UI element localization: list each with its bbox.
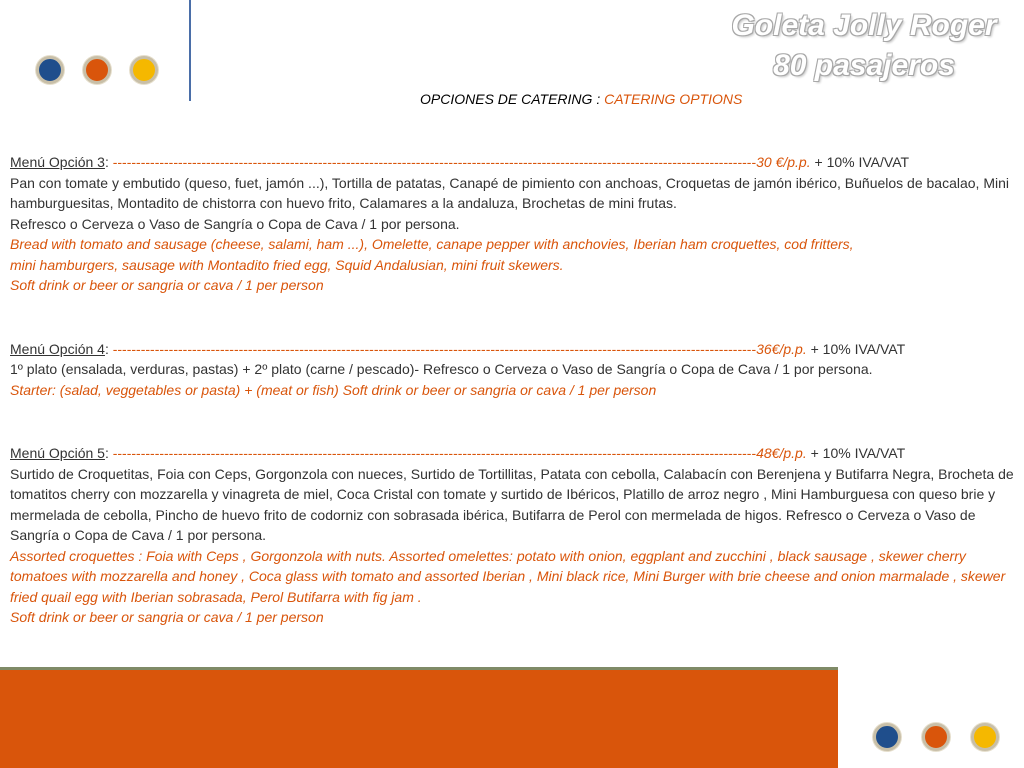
menu-option-4 <box>10 339 1018 401</box>
menu-option-3 <box>10 152 1018 296</box>
menu-title: Menú Opción 4 <box>10 340 105 357</box>
menu-description-en: Bread with tomato and sausage (cheese, salami, ham ...), Omelette, canape pepper with anchovies, Iberian ham croquettes, cod fritters, <box>10 236 854 252</box>
menu-header <box>10 443 1018 464</box>
header-divider-line <box>189 0 191 101</box>
orange-dot <box>922 723 950 751</box>
dash-leader: ------------------------------------------------------------------------------------------------------------------------------------------ <box>112 445 757 461</box>
heading-english: CATERING OPTIONS <box>604 91 743 107</box>
dash-leader: ------------------------------------------------------------------------------------------------------------------------------------------ <box>112 340 757 357</box>
menu-price: 30 €/p.p. <box>756 154 811 170</box>
menu-title-colon: : <box>104 154 109 170</box>
footer-color-dots <box>873 723 999 751</box>
yellow-dot <box>130 56 158 84</box>
menu-tax: + 10% IVA/VAT <box>806 340 906 357</box>
page-heading <box>420 91 742 107</box>
dash-leader: ------------------------------------------------------------------------------------------------------------------------------------------ <box>112 154 757 170</box>
footer-orange-bar <box>0 667 838 768</box>
menu-description-es: Pan con tomate y embutido (queso, fuet, jamón ...), Tortilla de patatas, Canapé de pimiento con anchoas, Croquetas de jamón ibérico, Buñuelos de bacalao, Mini hamburguesitas, Montadito de chistorra con huevo frito, Calamares a la andaluza, Brochetas de mini frutas. <box>10 174 1010 211</box>
menu-description-es: 1º plato (ensalada, verduras, pastas) + 2º plato (carne / pescado)- Refresco o Cerveza o Vaso de Sangría o Copa de Cava / 1 por persona. <box>10 361 873 377</box>
orange-dot <box>83 56 111 84</box>
menu-header <box>10 339 1018 360</box>
menu-tax: + 10% IVA/VAT <box>810 154 910 170</box>
ship-name: Goleta Jolly Roger <box>731 9 997 42</box>
menu-price: 36€/p.p. <box>756 340 807 357</box>
menu-description-en: Starter: (salad, veggetables or pasta) + (meat or fish) Soft drink or beer or sangria or cava / 1 per person <box>10 381 657 398</box>
ship-capacity: 80 pasajeros <box>773 49 955 82</box>
yellow-dot <box>971 723 999 751</box>
ship-title <box>714 6 1014 86</box>
menu-description-es: Surtido de Croquetitas, Foia con Ceps, Gorgonzola con nueces, Surtido de Tortillitas, Patata con cebolla, Calabacín con Berenjena y Butifarra Negra, Brocheta de tomatitos cherry con mozzarella y vinagreta de miel, Coca Cristal con tomate y surtido de Ibéricos, Platillo de arroz negro , Mini Hamburguesa con queso brie y mermelada de cebolla, Pincho de huevo frito de codorniz con sobrasada ibérica, Butifarra de Perol con mermelada de higos. Refresco o Cerveza o Vaso de Sangría o Copa de Cava / 1 por persona. <box>10 465 1014 543</box>
menu-title: Menú Opción 5 <box>10 445 105 461</box>
menu-drinks-en: Soft drink or beer or sangria or cava / 1 per person <box>10 609 324 625</box>
menu-title-colon: : <box>104 340 109 357</box>
menu-tax: + 10% IVA/VAT <box>806 445 906 461</box>
menu-title-colon: : <box>104 445 109 461</box>
blue-dot <box>873 723 901 751</box>
menu-list <box>10 152 1018 628</box>
menu-description-en: mini hamburgers, sausage with Montadito fried egg, Squid Andalusian, mini fruit skewers. <box>10 256 564 273</box>
menu-drinks-es: Refresco o Cerveza o Vaso de Sangría o Copa de Cava / 1 por persona. <box>10 215 460 232</box>
menu-drinks-en: Soft drink or beer or sangria or cava / 1 per person <box>10 277 324 293</box>
menu-description-en: Assorted croquettes : Foia with Ceps , Gorgonzola with nuts. Assorted omelettes: potato with onion, eggplant and zucchini , black sausage , skewer cherry tomatoes with mozzarella and honey , Coca glass with tomato and assorted Iberian , Mini black rice, Mini Burger with brie cheese and onion marmalade , skewer fried quail egg with Iberian sobrasada, Perol Butifarra with fig jam . <box>10 547 1006 605</box>
blue-dot <box>36 56 64 84</box>
header-color-dots <box>36 56 158 84</box>
menu-header <box>10 152 1018 173</box>
menu-title: Menú Opción 3 <box>10 154 105 170</box>
menu-option-5 <box>10 443 1018 628</box>
heading-spanish: OPCIONES DE CATERING : <box>420 91 605 107</box>
menu-price: 48€/p.p. <box>756 445 807 461</box>
